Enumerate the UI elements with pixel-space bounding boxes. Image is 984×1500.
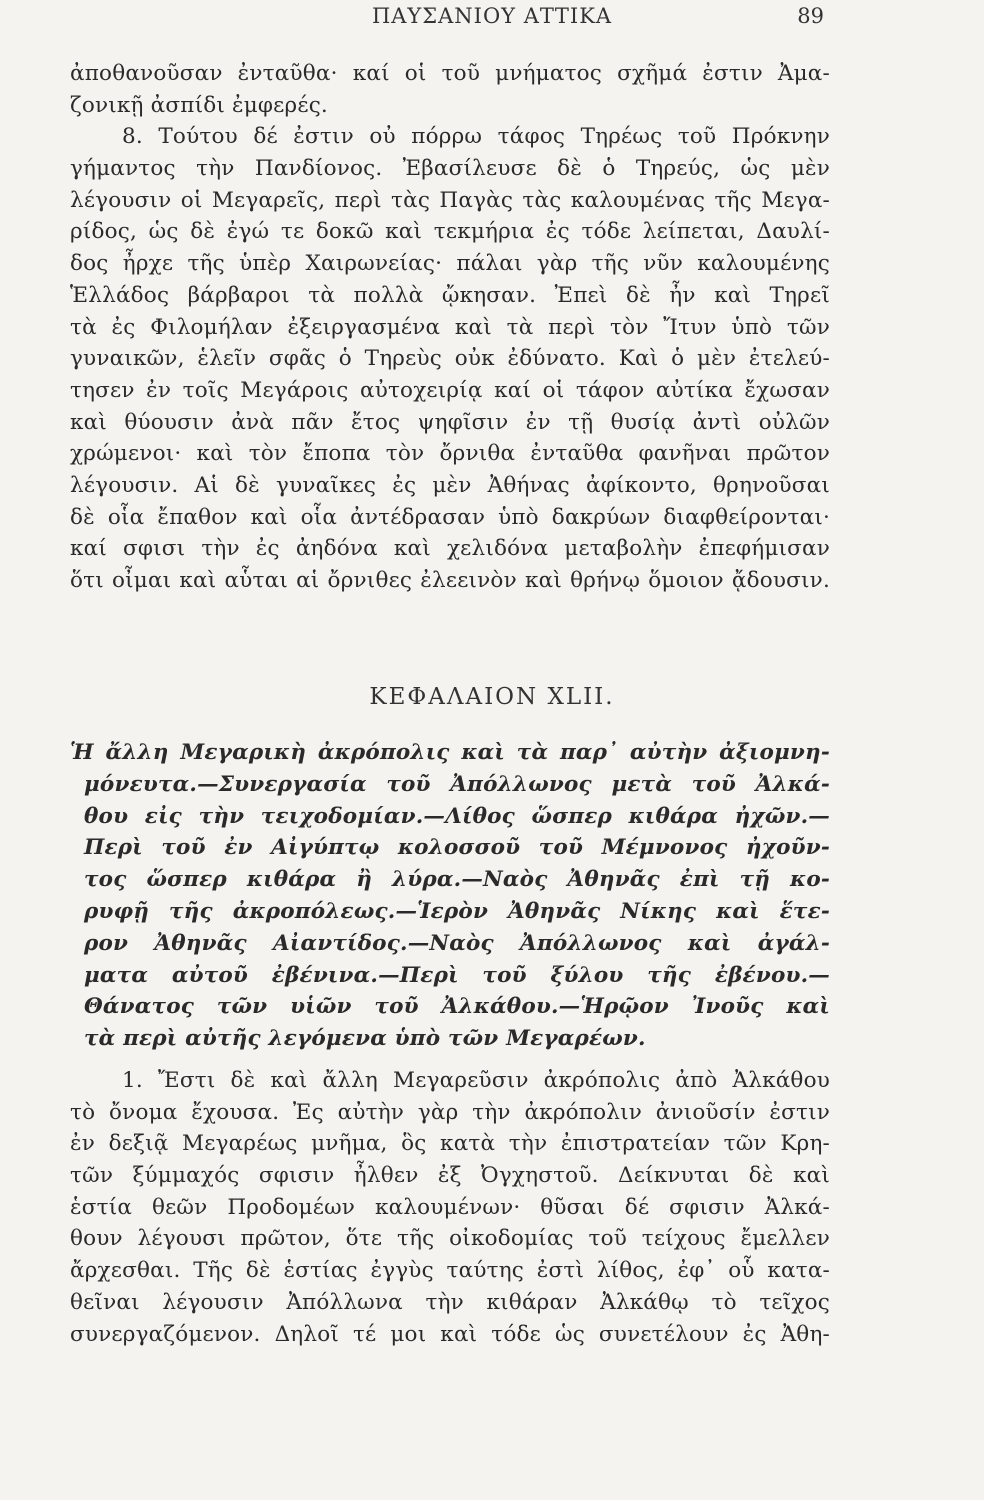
text-line: καὶ θύουσιν ἀνὰ πᾶν ἔτος ψηφῖσιν ἐν τῇ θυσίᾳ ἀντὶ οὐλῶν — [70, 409, 830, 435]
text-line: γήμαντος τὴν Πανδίονος. Ἐβασίλευσε δὲ ὁ Τηρεύς, ὡς μὲν — [70, 156, 830, 182]
text-line: καί σφισι τὴν ἐς ἀηδόνα καὶ χελιδόνα μεταβολὴν ἐπεφήμισαν — [70, 536, 830, 562]
running-title: ΠΑΥΣΑΝΙΟΥ ΑΤΤΙΚΑ — [371, 4, 613, 28]
text-line: ὅτι οἶμαι καὶ αὗται αἱ ὄρνιθες ἐλεεινὸν καὶ θρήνῳ ὅμοιον ᾄδουσιν. — [70, 568, 830, 593]
text-block-top — [70, 58, 830, 597]
chapter-heading: ΚΕΦΑΛΑΙΟΝ XLII. — [369, 684, 615, 710]
summary-line: ματα αὐτοῦ ἐβένινα.—Περὶ τοῦ ξύλου τῆς ἐβένου.— — [84, 962, 830, 988]
summary-line: ρυφῇ τῆς ἀκροπόλεως.—Ἱερὸν Ἀθηνᾶς Νίκης καὶ ἕτε- — [84, 898, 830, 924]
summary-line: τος ὥσπερ κιθάρα ἢ λύρα.—Ναὸς Ἀθηνᾶς ἐπὶ τῇ κο- — [84, 867, 830, 893]
summary-line: μόνευτα.—Συνεργασία τοῦ Ἀπόλλωνος μετὰ τοῦ Ἀλκά- — [84, 771, 830, 797]
summary-line: Θάνατος τῶν υἱῶν τοῦ Ἀλκάθου.—Ἡρῷον Ἰνοῦς καὶ — [84, 994, 830, 1020]
text-line: γυναικῶν, ἑλεῖν σφᾶς ὁ Τηρεὺς οὐκ ἐδύνατο. Καὶ ὁ μὲν ἐτελεύ- — [70, 346, 830, 372]
text-line: τὰ ἐς Φιλομήλαν ἐξειργασμένα καὶ τὰ περὶ τὸν Ἴτυν ὑπὸ τῶν — [70, 314, 830, 340]
summary-line: τὰ περὶ αὐτῆς λεγόμενα ὑπὸ τῶν Μεγαρέων. — [84, 1026, 646, 1052]
text-line: θουν λέγουσι πρῶτον, ὅτε τῆς οἰκοδομίας τοῦ τείχους ἔμελλεν — [70, 1226, 830, 1252]
text-line: δος ἦρχε τῆς ὑπὲρ Χαιρωνείας· πάλαι γὰρ τῆς νῦν καλουμένης — [70, 251, 830, 277]
text-line: δὲ οἷα ἔπαθον καὶ οἷα ἀντέδρασαν ὑπὸ δακρύων διαφθείρονται· — [70, 504, 830, 530]
page-number: 89 — [797, 4, 824, 28]
text-line: ρίδος, ὡς δὲ ἐγώ τε δοκῶ καὶ τεκμήρια ἐς τόδε λείπεται, Δαυλί- — [70, 219, 830, 245]
summary-line: Ἡ ἄλλη Μεγαρικὴ ἀκρόπολις καὶ τὰ παρ᾽ αὐτὴν ἀξιομνη- — [70, 740, 830, 765]
text-line: τῶν ξύμμαχός σφισιν ἦλθεν ἐξ Ὀγχηστοῦ. Δείκνυται δὲ καὶ — [70, 1163, 830, 1189]
text-line: χρώμενοι· καὶ τὸν ἔποπα τὸν ὄρνιθα ἐνταῦθα φανῆναι πρῶτον — [70, 441, 830, 467]
text-line: Ἑλλάδος βάρβαροι τὰ πολλὰ ᾤκησαν. Ἐπεὶ δὲ ἦν καὶ Τηρεῖ — [70, 282, 830, 308]
text-line: 1. Ἔστι δὲ καὶ ἄλλη Μεγαρεῦσιν ἀκρόπολις ἀπὸ Ἀλκάθου — [122, 1068, 830, 1093]
summary-line: θου εἰς τὴν τειχοδομίαν.—Λίθος ὥσπερ κιθάρα ἠχῶν.— — [84, 803, 830, 829]
text-line: ἐν δεξιᾷ Μεγαρέως μνῆμα, ὃς κατὰ τὴν ἐπιστρατείαν τῶν Κρη- — [70, 1131, 830, 1157]
text-line: λέγουσιν. Αἱ δὲ γυναῖκες ἐς μὲν Ἀθήνας ἀφίκοντο, θρηνοῦσαι — [70, 472, 830, 498]
text-line: 8. Τούτου δέ ἐστιν οὐ πόρρω τάφος Τηρέως τοῦ Πρόκνην — [122, 124, 830, 150]
text-line: ζονικῇ ἀσπίδι ἐμφερές. — [70, 92, 328, 118]
text-line: συνεργαζόμενον. Δηλοῖ τέ μοι καὶ τόδε ὡς συνετέλουν ἐς Ἀθη- — [70, 1321, 830, 1347]
text-line: ἄρχεσθαι. Τῆς δὲ ἑστίας ἐγγὺς ταύτης ἐστὶ λίθος, ἐφ᾽ οὗ κατα- — [70, 1258, 830, 1284]
text-line: λέγουσιν οἱ Μεγαρεῖς, περὶ τὰς Παγὰς τὰς καλουμένας τῆς Μεγα- — [70, 187, 830, 213]
text-line: ἀποθανοῦσαν ἐνταῦθα· καί οἱ τοῦ μνήματος σχῆμά ἐστιν Ἀμα- — [70, 61, 830, 86]
summary-line: ρον Ἀθηνᾶς Αἰαντίδος.—Ναὸς Ἀπόλλωνος καὶ ἀγάλ- — [84, 930, 830, 956]
text-line: θεῖναι λέγουσιν Ἀπόλλωνα τὴν κιθάραν Ἀλκάθῳ τὸ τεῖχος — [70, 1289, 830, 1315]
text-block-bottom — [70, 1065, 830, 1350]
text-line: τησεν ἐν τοῖς Μεγάροις αὐτοχειρίᾳ καί οἱ τάφον αὐτίκα ἔχωσαν — [70, 377, 830, 403]
text-line: τὸ ὄνομα ἔχουσα. Ἐς αὐτὴν γὰρ τὴν ἀκρόπολιν ἀνιοῦσίν ἐστιν — [70, 1099, 830, 1125]
chapter-summary — [70, 737, 830, 1055]
summary-line: Περὶ τοῦ ἐν Αἰγύπτῳ κολοσσοῦ τοῦ Μέμνονος ἠχοῦν- — [84, 835, 830, 861]
page-header — [0, 2, 984, 30]
text-line: ἑστία θεῶν Προδομέων καλουμένων· θῦσαι δέ σφισιν Ἀλκά- — [70, 1194, 830, 1220]
